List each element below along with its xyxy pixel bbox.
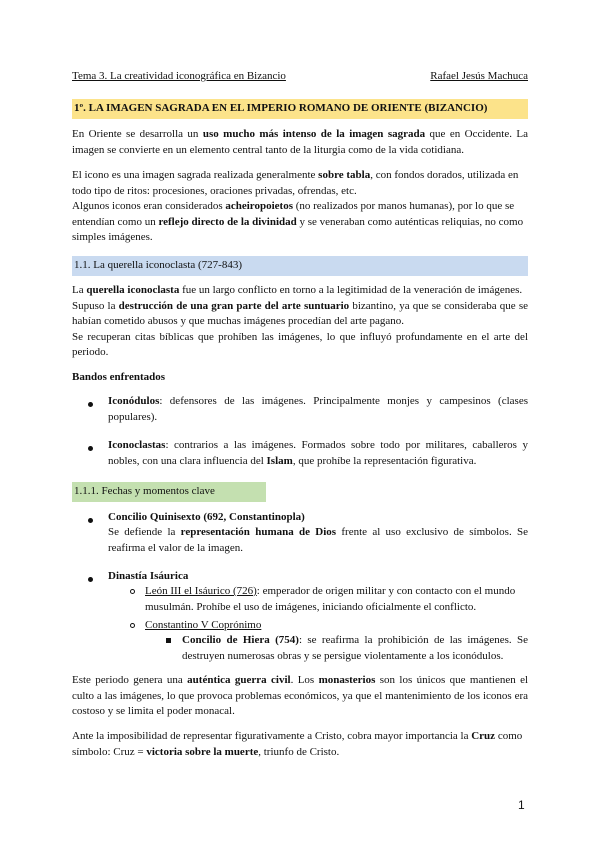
bold-text: Concilio Quinisexto (692, Constantinopla) [108,511,305,523]
bullet-iconodulos [108,394,528,425]
bold-text: reflejo directo de la divinidad [158,215,297,228]
bold-text: querella iconoclasta [86,284,180,296]
sub-sub-bullet-hiera [182,633,528,664]
bullet-icon [88,402,93,407]
concilio-quinisexto-text [108,525,528,556]
text: (no realizados por manos humanas), por lo que se entendían como un [72,200,515,228]
underlined-text: León III el Isáurico (726) [145,585,257,597]
bold-text: auténtica guerra civil [187,674,291,686]
text: Se recuperan citas bíblicas que prohíben las imágenes, lo que influyó profundamente en el arte del periodo. [72,330,528,358]
text: fue un largo conflicto en torno a la legitimidad de la veneración de imágenes. [179,284,523,296]
text: La [72,284,87,296]
bullet-iconoclastas [108,438,528,469]
bold-text: Islam [266,454,293,467]
bold-text: victoria sobre la muerte [146,745,259,758]
bold-text: representación humana de Dios [180,526,337,538]
text: El icono es una imagen sagrada realizada generalmente [72,169,319,181]
section-1-heading [72,99,528,119]
bold-text: Dinastía Isáurica [108,570,189,582]
text: son los únicos que mantienen el culto a las imágenes, lo que provoca problemas económicos, ya que el mantenimiento de los iconos era costoso y se limita el poder monacal. [72,674,529,717]
text: frente al uso exclusivo de símbolos. Se reafirma el valor de la imagen. [108,526,528,554]
section-1-1-1-heading [72,482,266,502]
section-1-paragraph-1 [72,127,528,158]
text: : contrarios a las imágenes. Formados sobre todo por militares, caballeros y nobles, con una clara influencia del [108,439,528,467]
text: Supuso la [72,299,119,312]
text: Ante la imposibilidad de representar figurativamente a Cristo, cobra mayor importancia la [72,730,472,742]
page-number: 1 [518,798,525,812]
header-author: Rafael Jesús Machuca [430,70,528,82]
text: : emperador de origen militar y con contacto con el mundo musulmán. Prohíbe el uso de imágenes, iniciando oficialmente el conflicto. [145,585,516,613]
bold-text: uso mucho más intenso de la imagen sagrada [202,128,426,140]
section-1-paragraph-2 [72,168,528,246]
bandos-heading [72,370,528,386]
bold-text: destrucción de una gran parte del arte suntuario [118,299,350,312]
text: : se reafirma la prohibición de las imágenes. Se destruyen numerosas obras y se persigue violentamente a los iconódulos. [182,634,528,662]
bullet-icon [88,518,93,523]
text: , que prohíbe la representación figurativa. [292,454,477,467]
sub-bullet-icon [130,623,135,628]
section-1-1-title: 1.1. La querella iconoclasta (727-843) [72,256,528,276]
header-topic: Tema 3. La creatividad iconográfica en Bizancio [72,70,286,82]
bullet-dinastia [108,569,188,585]
section-1-title: 1º. LA IMAGEN SAGRADA EN EL IMPERIO ROMANO DE ORIENTE (BIZANCIO) [72,99,528,119]
bold-text: acheiropoietos [225,200,293,212]
sub-bullet-icon [130,589,135,594]
section-1-1-heading [72,256,528,276]
bullet-icon [88,446,93,451]
text: , triunfo de Cristo. [258,745,340,758]
text: Algunos iconos eran considerados [72,200,226,212]
text: Este periodo genera una [72,674,188,686]
section-1-1-1-title: 1.1.1. Fechas y momentos clave [72,482,266,502]
sub-bullet-leon [145,584,528,615]
bold-text: Cruz [471,730,496,742]
text: bizantino, ya que se consideraba que se habían cometido abusos y que muchas imágenes procedían del arte pagano. [72,299,529,327]
text: Se defiende la [108,526,181,538]
bullet-concilio-quinisexto [108,510,528,526]
text: como símbolo: Cruz = [72,730,523,758]
sub-bullet-constantino [145,618,261,634]
section-1-1-1-paragraph-2 [72,729,528,760]
underlined-text: Constantino V Coprónimo [145,619,262,631]
bold-text: Iconoclastas [108,439,166,451]
section-1-1-paragraph [72,283,528,361]
sub-sub-bullet-icon [166,638,171,643]
text: , con fondos dorados, utilizada en todo tipo de ritos: procesiones, oraciones privadas, ofrendas, etc. [72,169,519,197]
text: y se veneraban como auténticas reliquias, no como simples imágenes. [72,215,524,243]
text: En Oriente se desarrolla un [72,128,203,140]
bold-text: sobre tabla [318,169,371,181]
page-header [72,70,528,82]
bullet-icon [88,577,93,582]
bandos-title: Bandos enfrentados [72,371,166,383]
bold-text: Iconódulos [108,395,160,407]
section-1-1-1-paragraph-1 [72,673,528,720]
bold-text: monasterios [318,674,376,686]
text: . Los [290,674,319,686]
bold-text: Concilio de Hiera (754) [182,634,299,646]
text: : defensores de las imágenes. Principalmente monjes y campesinos (clases populares). [108,395,528,423]
text: que en Occidente. La imagen se convierte en un elemento central tanto de la liturgia como de la vida cotidiana. [72,128,529,156]
